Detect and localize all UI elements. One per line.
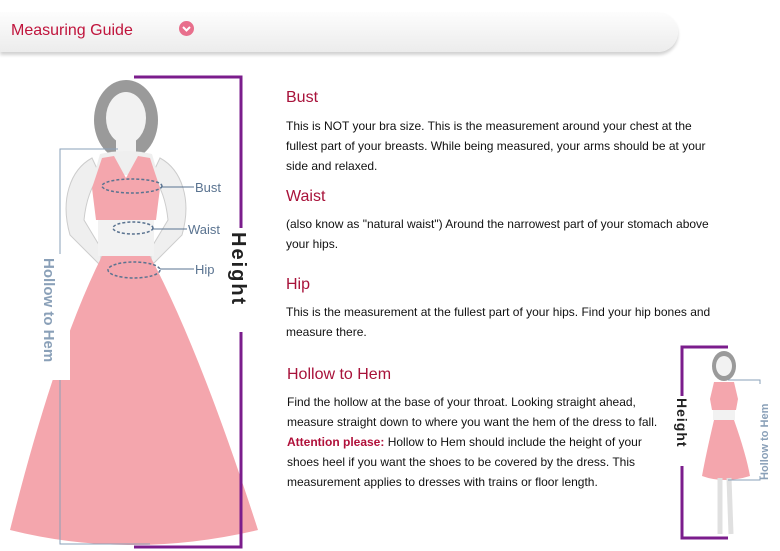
hollow-to-hem-label: Hollow to Hem (40, 258, 57, 363)
chevron-down-icon[interactable] (179, 21, 194, 36)
small-figure-face (716, 356, 732, 376)
small-figure-leg-2 (729, 478, 731, 534)
hollow-to-hem-text-1: Find the hollow at the base of your throat. Looking straight ahead, measure straight down to where you want the hem of the dress to fall. (287, 395, 658, 429)
waist-label: Waist (188, 222, 221, 237)
small-height-label: Height (674, 398, 690, 448)
attention-label: Attention please: (287, 435, 385, 449)
small-measuring-figure (676, 344, 780, 544)
bust-title: Bust (286, 89, 319, 106)
figure-face (106, 92, 146, 144)
hollow-to-hem-text (287, 392, 671, 492)
hip-text: This is the measurement at the fullest part of your hips. Find your hip bones and measure there. (286, 305, 711, 339)
hollow-to-hem-text-2: Hollow to Hem should include the height of your shoes heel if you want the shoes to be covered by the dress. This measurement applies to dresses with trains or floor length. (287, 435, 642, 489)
height-label: Height (227, 232, 249, 307)
bust-label: Bust (195, 180, 222, 195)
waist-text: (also know as "natural waist") Around the narrowest part of your stomach above your hips. (286, 217, 709, 251)
waist-title: Waist (286, 188, 326, 205)
small-hollow-label: Hollow to Hem (759, 403, 771, 480)
hip-label: Hip (195, 262, 215, 277)
small-dress-skirt (702, 420, 750, 480)
bust-text: This is NOT your bra size. This is the measurement around your chest at the fullest part of your breasts. While being measured, your arms should be at your side and relaxed. (286, 119, 706, 173)
figure-waist (98, 220, 154, 256)
measuring-figure (0, 60, 275, 551)
small-figure-waist (713, 410, 735, 420)
small-dress-bodice (710, 382, 738, 410)
hollow-to-hem-title: Hollow to Hem (287, 366, 392, 383)
guide-title: Measuring Guide (11, 22, 133, 39)
hip-title: Hip (286, 276, 311, 293)
guide-header-bar[interactable] (0, 12, 678, 52)
